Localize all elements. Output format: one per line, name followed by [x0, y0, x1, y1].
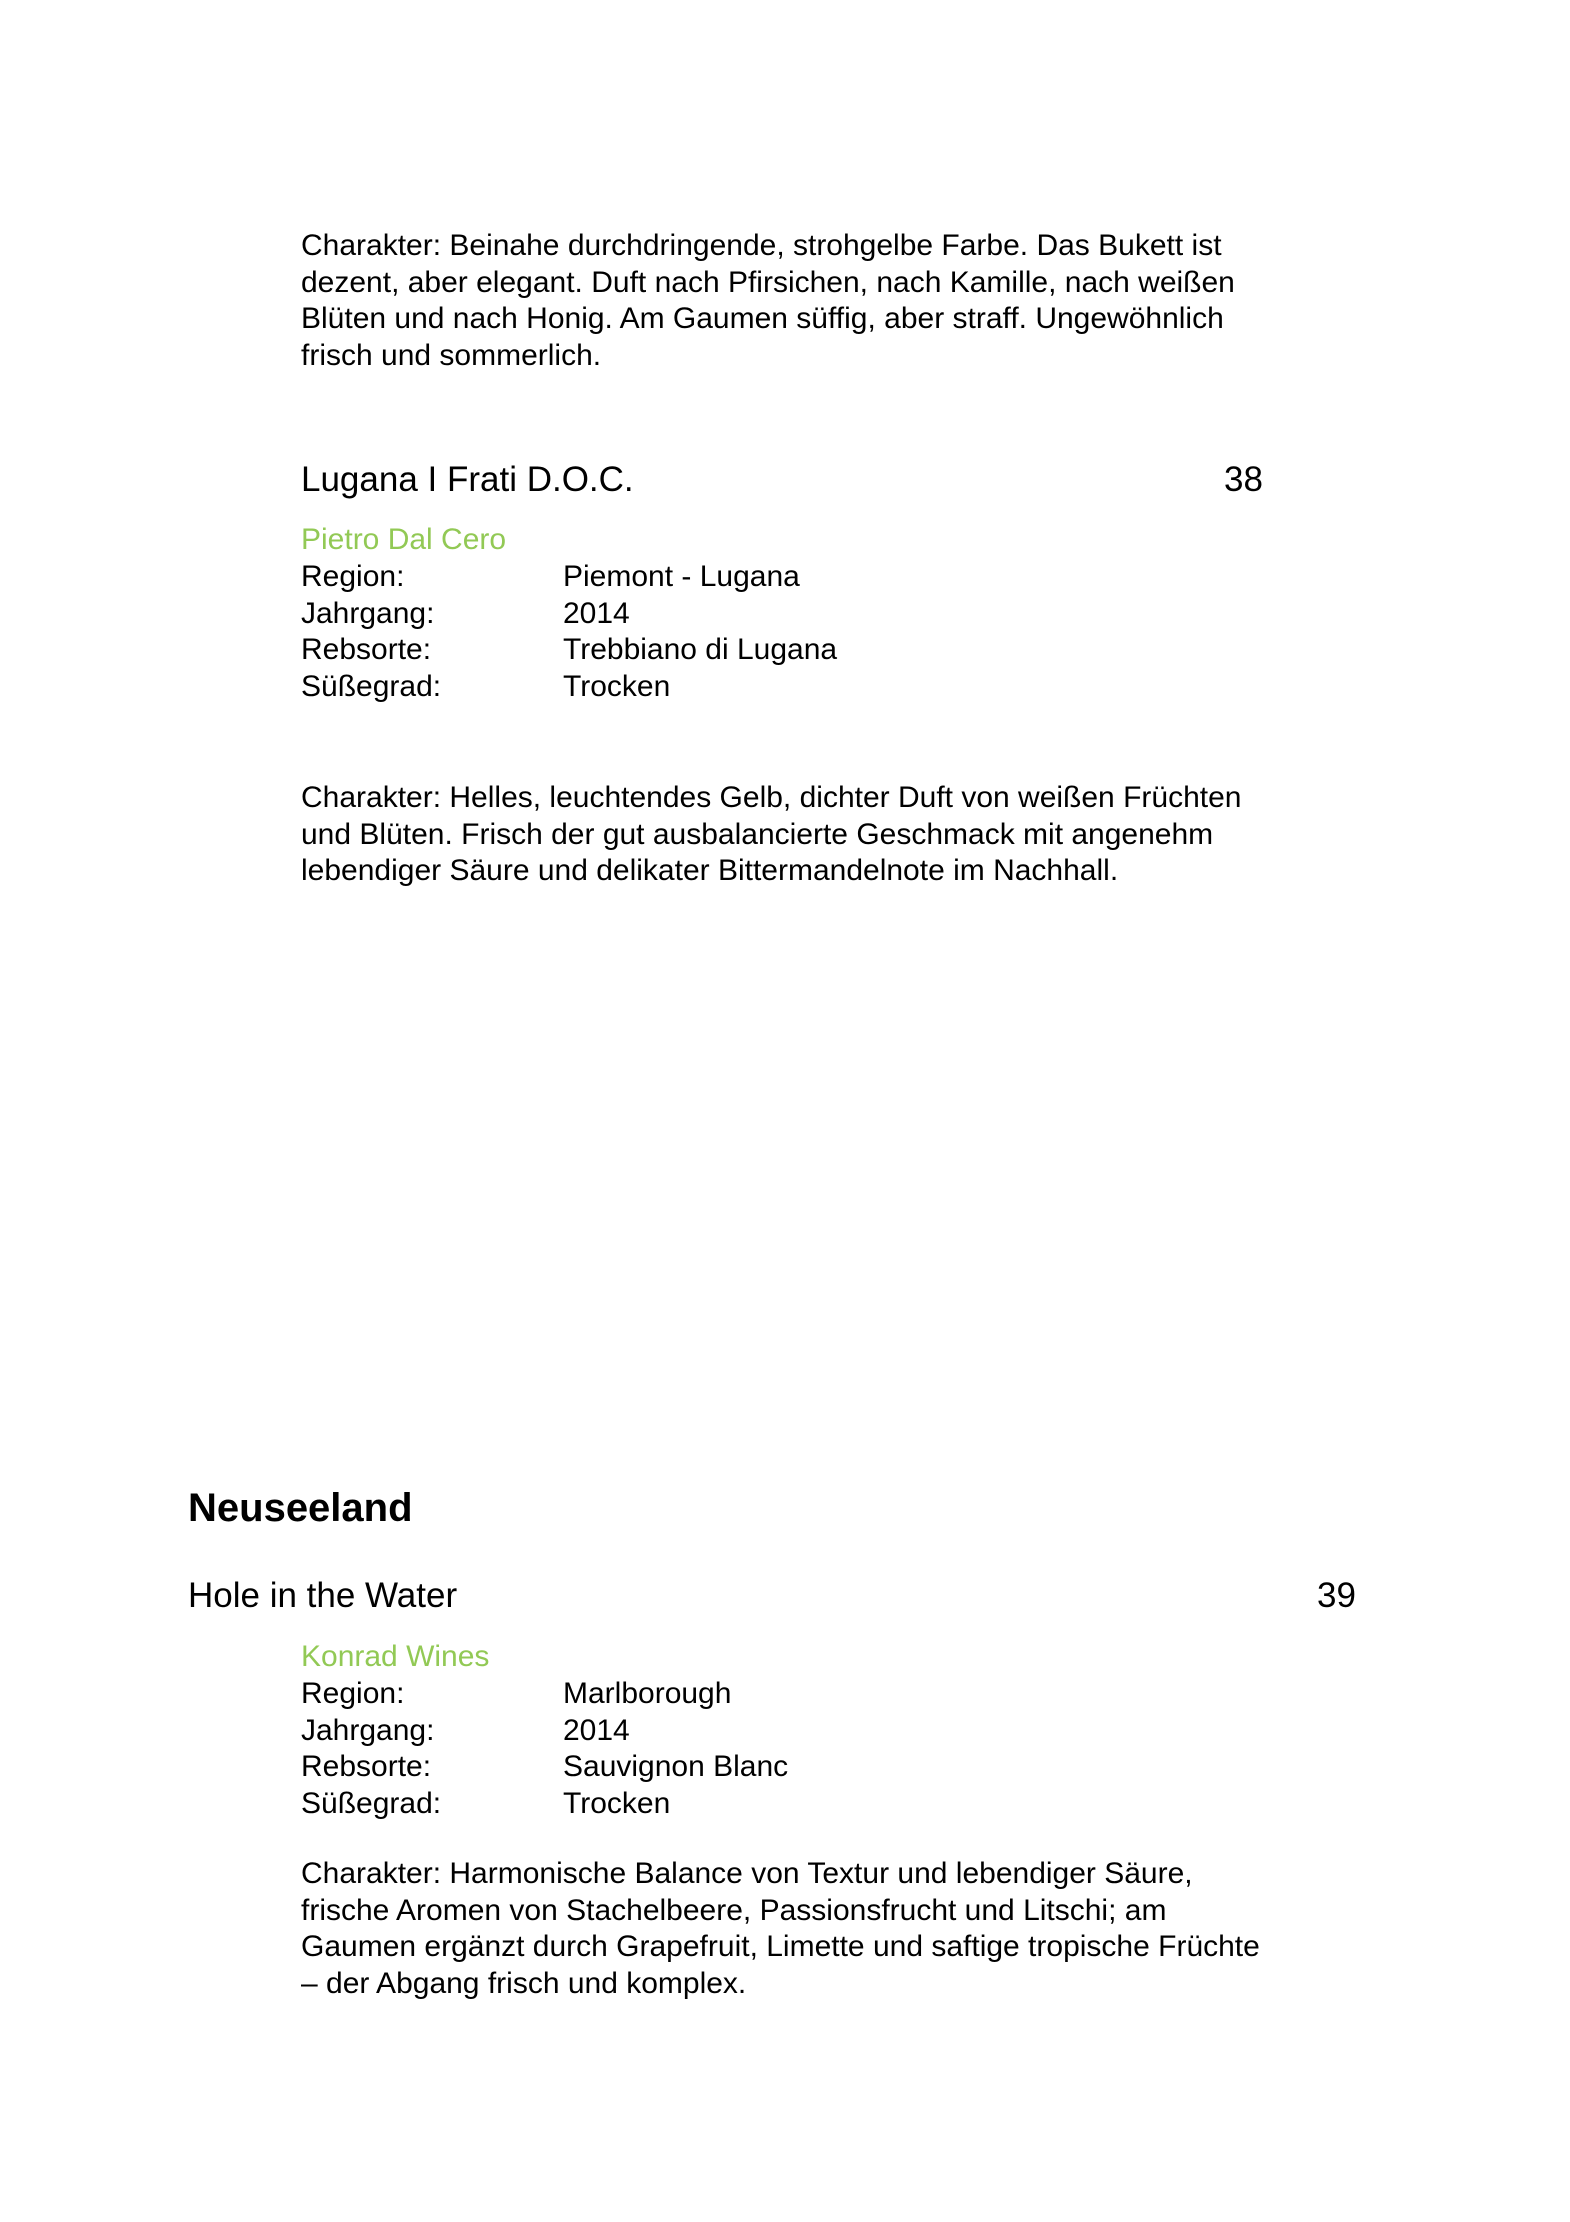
- wine-number: 39: [1317, 1576, 1356, 1615]
- wine-details-table: [301, 559, 837, 705]
- detail-row-region: [301, 559, 837, 596]
- detail-row-sweetness: [301, 669, 837, 706]
- detail-value: Trebbiano di Lugana: [563, 633, 838, 666]
- detail-row-region: [301, 1676, 788, 1713]
- detail-label: Süßegrad:: [301, 1786, 442, 1820]
- detail-row-sweetness: [301, 1786, 788, 1823]
- detail-label: Rebsorte:: [301, 1750, 432, 1783]
- wine-character-text: Charakter: Harmonische Balance von Textur und lebendiger Säure, frische Aromen von Stachelbeere, Passionsfrucht und Litschi; am Gaumen ergänzt durch Grapefruit, Limette und saftige tropische Früchte – der Abgang frisch und komplex.: [301, 1857, 1260, 2000]
- detail-value: Trocken: [563, 669, 671, 703]
- intro-character-text: Charakter: Beinahe durchdringende, strohgelbe Farbe. Das Bukett ist dezent, aber elegant. Duft nach Pfirsichen, nach Kamille, nach weißen Blüten und nach Honig. Am Gaumen süffig, aber straff. Ungewöhnlich frisch und sommerlich.: [301, 229, 1235, 372]
- detail-label: Region:: [301, 1677, 405, 1710]
- detail-label: Jahrgang:: [301, 1713, 435, 1747]
- wine-title: Hole in the Water: [188, 1576, 458, 1615]
- detail-value: 2014: [563, 596, 630, 630]
- detail-row-vintage: [301, 1713, 788, 1750]
- detail-label: Rebsorte:: [301, 633, 432, 666]
- detail-row-grape: [301, 1749, 788, 1786]
- producer-name: Pietro Dal Cero: [301, 523, 507, 556]
- detail-value: Piemont - Lugana: [563, 560, 800, 593]
- detail-label: Region:: [301, 560, 405, 593]
- detail-row-vintage: [301, 596, 837, 633]
- detail-label: Süßegrad:: [301, 669, 442, 703]
- wine-number: 38: [1224, 460, 1263, 499]
- wine-title: Lugana I Frati D.O.C.: [301, 460, 634, 499]
- producer-name: Konrad Wines: [301, 1640, 490, 1673]
- detail-value: Marlborough: [563, 1677, 732, 1710]
- wine-character-text: Charakter: Helles, leuchtendes Gelb, dichter Duft von weißen Früchten und Blüten. Frisch der gut ausbalancierte Geschmack mit angenehm lebendiger Säure und delikater Bittermandelnote im Nachhall.: [301, 781, 1242, 887]
- section-heading: Neuseeland: [188, 1486, 413, 1530]
- detail-label: Jahrgang:: [301, 596, 435, 630]
- detail-value: Sauvignon Blanc: [563, 1750, 789, 1783]
- detail-value: Trocken: [563, 1786, 671, 1820]
- detail-value: 2014: [563, 1713, 630, 1747]
- wine-details-table: [301, 1676, 788, 1822]
- detail-row-grape: [301, 632, 837, 669]
